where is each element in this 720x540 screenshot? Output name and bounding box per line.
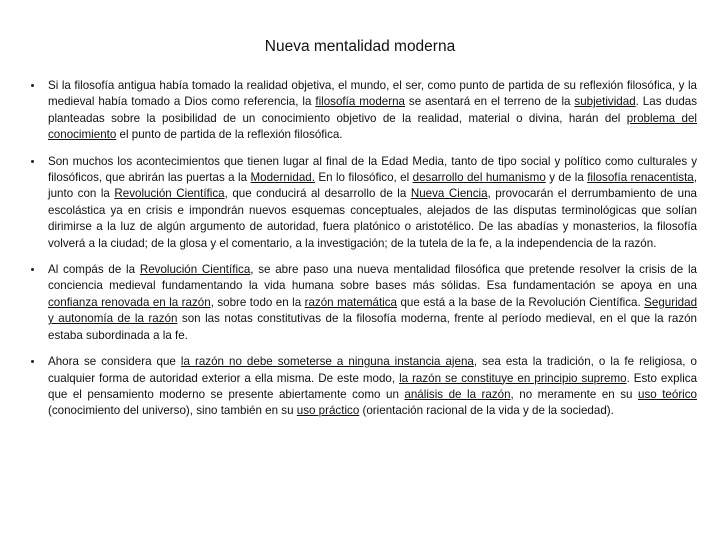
text-run: . Esto explica que el pensamiento moderno se presente abiertamente como un	[48, 371, 698, 401]
underlined-term: Modernidad.	[250, 171, 315, 185]
text-run: , no meramente en su	[510, 387, 638, 401]
underlined-term: desarrollo del humanismo	[412, 171, 546, 185]
underlined-term: razón matemática	[304, 295, 397, 309]
underlined-term: Revolución Científica	[139, 263, 251, 277]
underlined-term: la razón se constituye en principio supremo	[399, 371, 627, 385]
paragraph-1	[48, 78, 697, 144]
text-run: En lo filosófico, el	[314, 171, 413, 185]
bullet-list	[30, 78, 697, 430]
underlined-term: confianza renovada en la razón	[48, 295, 211, 309]
text-run: y de la	[545, 171, 588, 185]
bullet-item	[30, 262, 697, 344]
bullet-item	[30, 354, 697, 420]
text-run: , sea esta la tradición, o la fe religiosa, o cualquier forma de autoridad exterior a ella misma. De este modo,	[48, 355, 697, 385]
underlined-term: problema del conocimiento	[48, 111, 698, 142]
text-run: , provocarán el derrumbamiento de una escolástica ya en crisis e impondrán nuevos esquemas conceptuales, alejados de las disputas terminológicas que solían dirimirse a la luz de algún argumento de autoridad, fuera platónico o aristotélico. De las abadías y monasterios, la filosofía volverá a la ciudad; de la glosa y el comentario, a la investigación; de la tutela de la fe, a la independencia de la razón.	[48, 187, 697, 250]
text-run: , se abre paso una nueva mentalidad filosófica que pretende resolver la crisis de la conciencia medieval fundamentando la vida humana sobre bases más sólidas. Esa fundamentación se apoya en una	[48, 263, 697, 293]
text-run: Si la filosofía antigua había tomado la realidad objetiva, el mundo, el ser, como punto de partida de su reflexión filosófica, y la medieval había tomado a Dios como referencia, la	[48, 79, 697, 109]
underlined-term: filosofía renacentista	[587, 171, 694, 185]
text-run: Al compás de la	[48, 263, 140, 277]
text-run: Son muchos los acontecimientos que tienen lugar al final de la Edad Media, tanto de tipo social y político como culturales y filosóficos, que abrirán las puertas a la	[48, 154, 697, 185]
text-run: se asentará en el terreno de la	[405, 95, 575, 109]
bullet-item	[30, 78, 697, 144]
text-run: Ahora se considera que	[48, 355, 181, 369]
bullet-dot-icon	[31, 268, 34, 271]
paragraph-2	[48, 154, 697, 252]
underlined-term: análisis de la razón	[404, 387, 511, 401]
bullet-dot-icon	[31, 360, 34, 363]
text-run: son las notas constitutivas de la filosofía moderna, frente al período medieval, en el que la razón estaba subordinada a la fe.	[48, 312, 698, 342]
underlined-term: uso teórico	[638, 387, 698, 401]
bullet-item	[30, 154, 697, 252]
text-run: , junto con la	[48, 171, 697, 201]
bullet-dot-icon	[31, 84, 34, 87]
bullet-dot-icon	[31, 160, 34, 163]
underlined-term: Nueva Ciencia	[410, 187, 488, 201]
underlined-term: la razón no debe someterse a ninguna instancia ajena	[180, 355, 474, 369]
underlined-term: subjetividad	[574, 95, 636, 109]
underlined-term: uso práctico	[296, 404, 360, 418]
text-run: , que conducirá al desarrollo de la	[224, 187, 411, 201]
page-title: Nueva mentalidad moderna	[264, 38, 456, 55]
text-run: , sobre todo en la	[210, 295, 305, 309]
paragraph-3	[48, 262, 697, 344]
text-run: el punto de partida de la reflexión filosófica.	[116, 128, 343, 142]
underlined-term: filosofía moderna	[315, 95, 405, 109]
paragraph-4	[48, 354, 697, 420]
underlined-term: Revolución Científica	[114, 187, 225, 201]
text-run: . Las dudas planteadas sobre la posibilidad de un conocimiento objetivo de la realidad, material o divina, harán del	[48, 95, 698, 125]
underlined-term: Seguridad y autonomía de la razón	[48, 295, 698, 326]
text-run: que está a la base de la Revolución Científica.	[397, 295, 645, 309]
text-run: (conocimiento del universo), sino también en su	[48, 404, 297, 418]
text-run: (orientación racional de la vida y de la sociedad).	[359, 404, 614, 418]
